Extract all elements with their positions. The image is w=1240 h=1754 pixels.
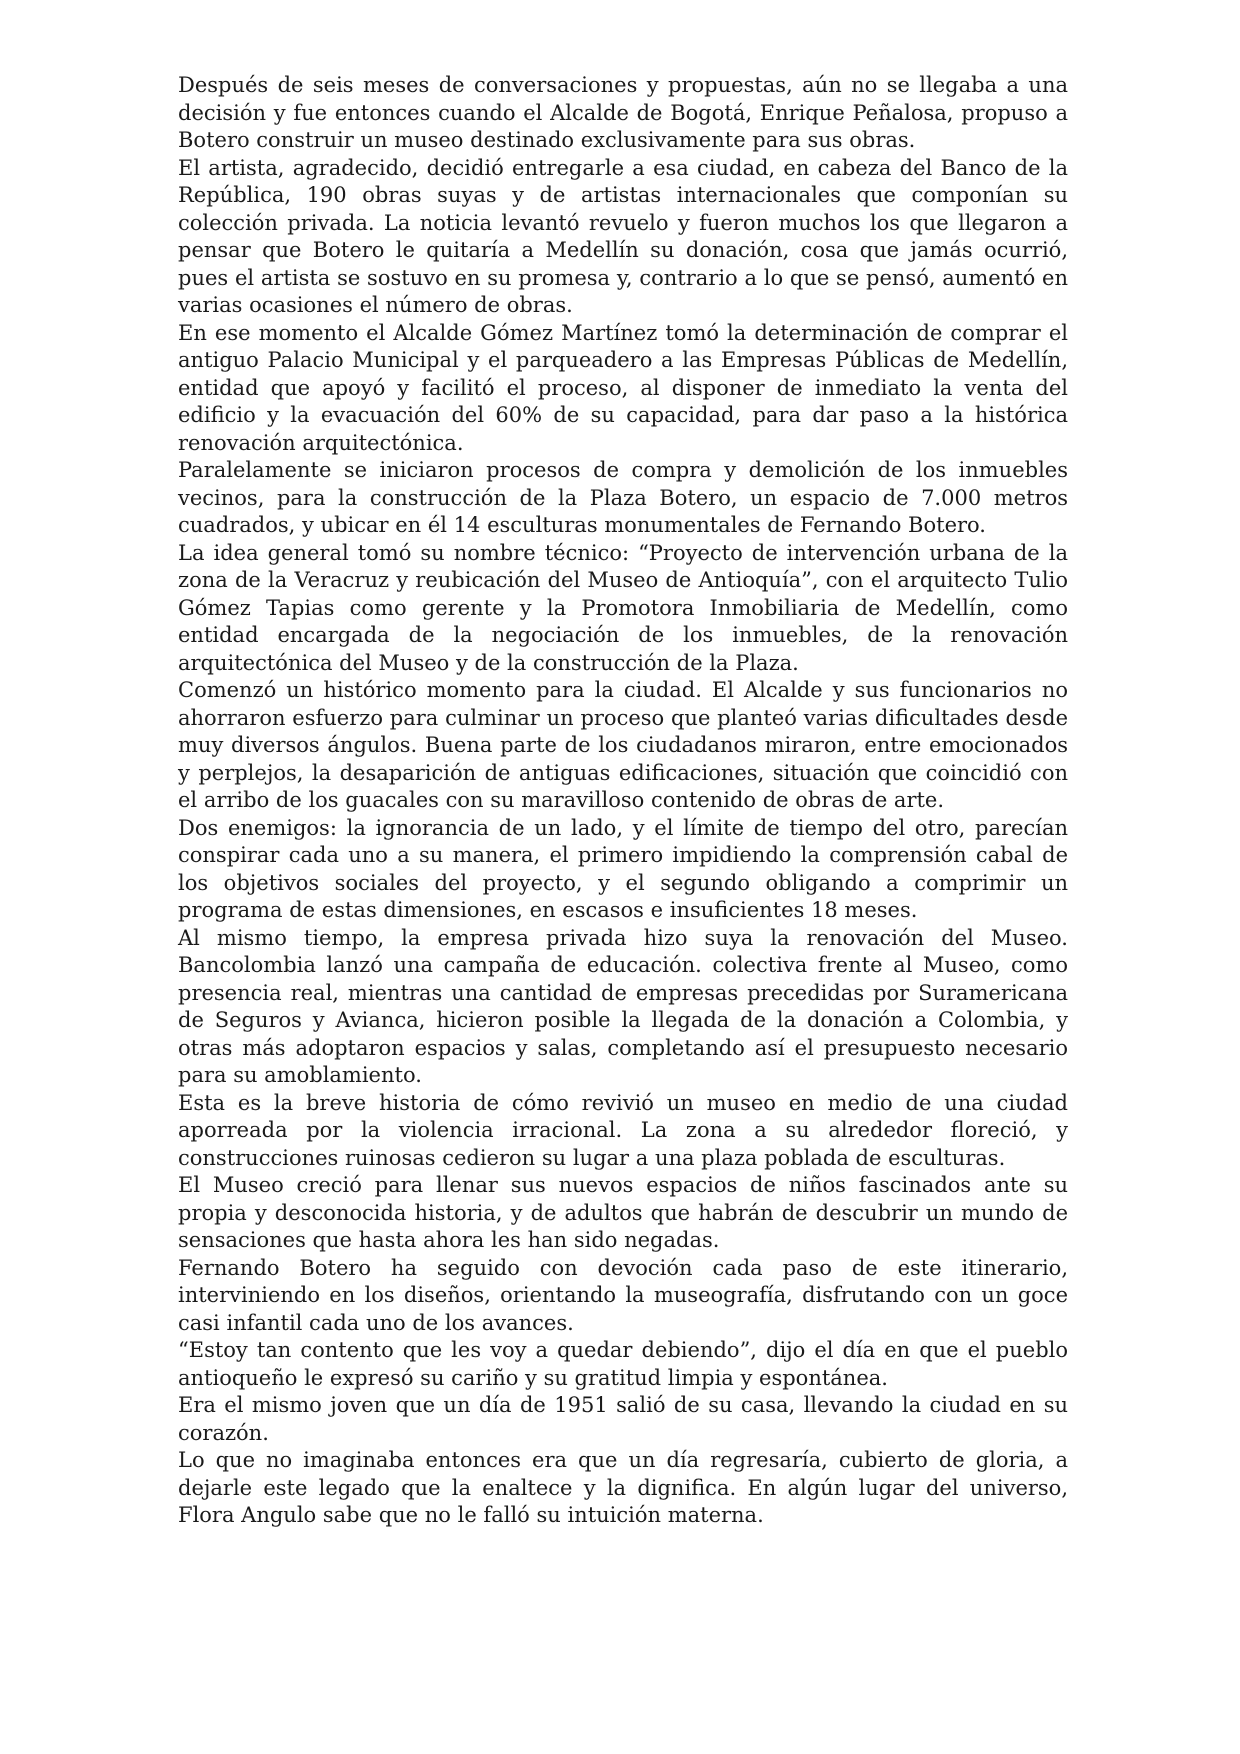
paragraph-11: Fernando Botero ha seguido con devoción cada paso de este itinerario, interviniendo en los diseños, orientando la museografía, disfrutando con un goce casi infantil cada uno de los avances. [178,1255,1068,1335]
paragraph-13: Era el mismo joven que un día de 1951 salió de su casa, llevando la ciudad en su corazón. [178,1393,1068,1445]
paragraph-7: Dos enemigos: la ignorancia de un lado, y el límite de tiempo del otro, parecían conspirar cada uno a su manera, el primero impidiendo la comprensión cabal de los objetivos sociales del proyecto, y el segundo obligando a comprimir un programa de estas dimensiones, en escasos e insuficientes 18 meses. [178,815,1068,922]
paragraph-8: Al mismo tiempo, la empresa privada hizo suya la renovación del Museo. Bancolombia lanzó una campaña de educación. colectiva frente al Museo, como presencia real, mientras una cantidad de empresas precedidas por Suramericana de Seguros y Avianca, hicieron posible la llegada de la donación a Colombia, y otras más adoptaron espacios y salas, completando así el presupuesto necesario para su amoblamiento. [178,925,1068,1087]
paragraph-10: El Museo creció para llenar sus nuevos espacios de niños fascinados ante su propia y desconocida historia, y de adultos que habrán de descubrir un mundo de sensaciones que hasta ahora les han sido negadas. [178,1173,1068,1252]
paragraph-14: Lo que no imaginaba entonces era que un día regresaría, cubierto de gloria, a dejarle este legado que la enaltece y la dignifica. En algún lugar del universo, Flora Angulo sabe que no le falló su intuición materna. [178,1448,1068,1527]
paragraph-2: El artista, agradecido, decidió entregarle a esa ciudad, en cabeza del Banco de la República, 190 obras suyas y de artistas internacionales que componían su colección privada. La noticia levantó revuelo y fueron muchos los que llegaron a pensar que Botero le quitaría a Medellín su donación, cosa que jamás ocurrió, pues el artista se sostuvo en su promesa y, contrario a lo que se pensó, aumentó en varias ocasiones el número de obras. [178,155,1068,317]
paragraph-1: Después de seis meses de conversaciones y propuestas, aún no se llegaba a una decisión y fue entonces cuando el Alcalde de Bogotá, Enrique Peñalosa, propuso a Botero construir un museo destinado exclusivamente para sus obras. [178,73,1068,152]
paragraph-4: Paralelamente se iniciaron procesos de compra y demolición de los inmuebles vecinos, para la construcción de la Plaza Botero, un espacio de 7.000 metros cuadrados, y ubicar en él 14 esculturas monumentales de Fernando Botero. [178,458,1068,537]
paragraph-9: Esta es la breve historia de cómo revivió un museo en medio de una ciudad aporreada por la violencia irracional. La zona a su alrededor floreció, y construcciones ruinosas cedieron su lugar a una plaza poblada de esculturas. [178,1090,1068,1170]
paragraph-12: “Estoy tan contento que les voy a quedar debiendo”, dijo el día en que el pueblo antioqueño le expresó su cariño y su gratitud limpia y espontánea. [178,1338,1068,1390]
paragraph-6: Comenzó un histórico momento para la ciudad. El Alcalde y sus funcionarios no ahorraron esfuerzo para culminar un proceso que planteó varias dificultades desde muy diversos ángulos. Buena parte de los ciudadanos miraron, entre emocionados y perplejos, la desaparición de antiguas edificaciones, situación que coincidió con el arribo de los guacales con su maravilloso contenido de obras de arte. [178,678,1068,812]
paragraph-5: La idea general tomó su nombre técnico: “Proyecto de intervención urbana de la zona de la Veracruz y reubicación del Museo de Antioquía”, con el arquitecto Tulio Gómez Tapias como gerente y la Promotora Inmobiliaria de Medellín, como entidad encargada de la negociación de los inmuebles, de la renovación arquitectónica del Museo y de la construcción de la Plaza. [178,540,1068,675]
paragraph-3: En ese momento el Alcalde Gómez Martínez tomó la determinación de comprar el antiguo Palacio Municipal y el parqueadero a las Empresas Públicas de Medellín, entidad que apoyó y facilitó el proceso, al disponer de inmediato la venta del edificio y la evacuación del 60% de su capacidad, para dar paso a la histórica renovación arquitectónica. [178,320,1068,455]
document-page [178,72,1068,1530]
